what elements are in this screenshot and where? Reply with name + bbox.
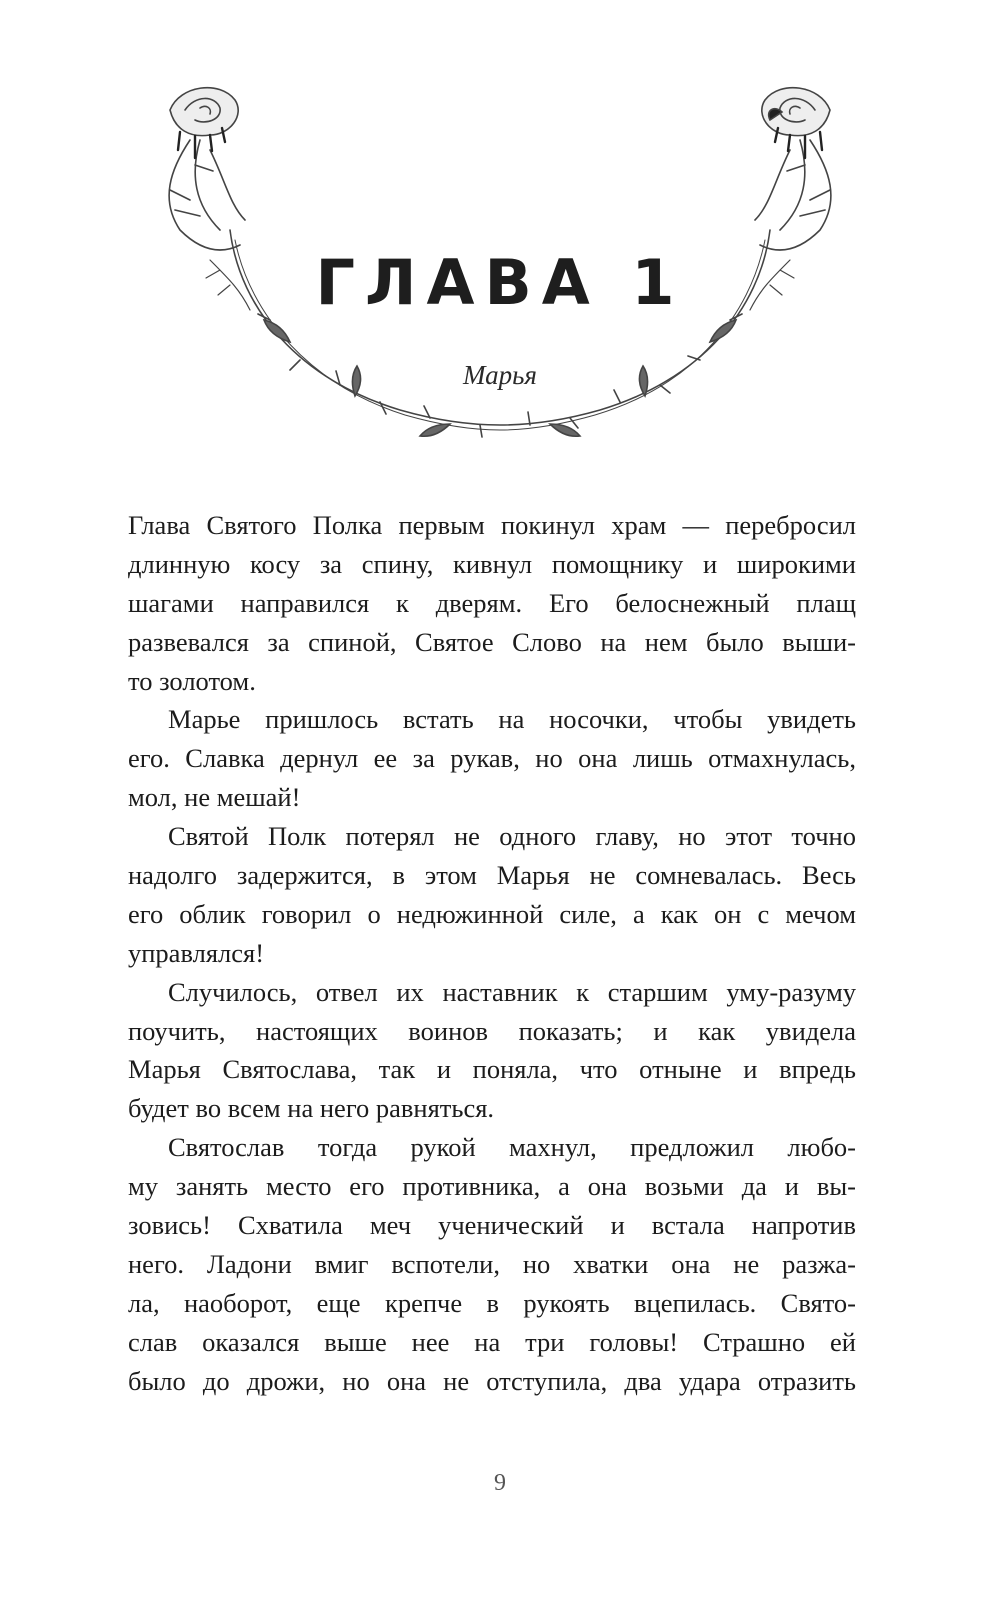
text-line: развевался за спиной, Святое Слово на нем было выши- [128,626,856,657]
text-line: ла, наоборот, еще крепче в рукоять вцепилась. Свято- [128,1287,856,1318]
text-line: поучить, настоящих воинов показать; и как увидела [128,1015,856,1046]
body-text [128,506,856,1400]
text-line: шагами направился к дверям. Его белоснежный плащ [128,587,856,618]
page-number: 9 [494,1470,506,1496]
text-line: будет во всем на него равняться. [128,1093,495,1124]
text-line: Случилось, отвел их наставник к старшим уму-разуму [168,976,856,1007]
text-line: Святой Полк потерял не одного главу, но этот точно [168,821,856,852]
text-line: его облик говорил о недюжинной силе, а как он с мечом [128,898,856,929]
text-line: него. Ладони вмиг вспотели, но хватки она не разжа- [128,1248,856,1279]
text-line: Марья Святослава, так и поняла, что отныне и впредь [128,1054,856,1085]
text-line: слав оказался выше нее на три головы! Страшно ей [128,1326,856,1357]
text-line: его. Славка дернул ее за рукав, но она лишь отмахнулась, [128,743,856,774]
text-line: Марье пришлось встать на носочки, чтобы увидеть [168,704,856,735]
text-line: длинную косу за спину, кивнул помощнику и широкими [128,548,856,579]
text-line: надолго задержится, в этом Марья не сомневалась. Весь [128,860,856,891]
text-line: управлялся! [128,937,265,968]
text-line: мол, не мешай! [128,782,301,813]
text-line: было до дрожи, но она не отступила, два удара отразить [128,1365,856,1396]
chapter-title: ГЛАВА 1 [315,246,685,319]
text-line: му занять место его противника, а она возьми да и вы- [128,1171,856,1202]
chapter-subtitle: Марья [463,360,537,390]
text-line: то золотом. [128,665,256,696]
text-line: Глава Святого Полка первым покинул храм — перебросил [128,510,856,540]
text-line: Святослав тогда рукой махнул, предложил любо- [168,1132,856,1163]
text-line: зовись! Схватила меч ученический и встала напротив [128,1210,856,1241]
